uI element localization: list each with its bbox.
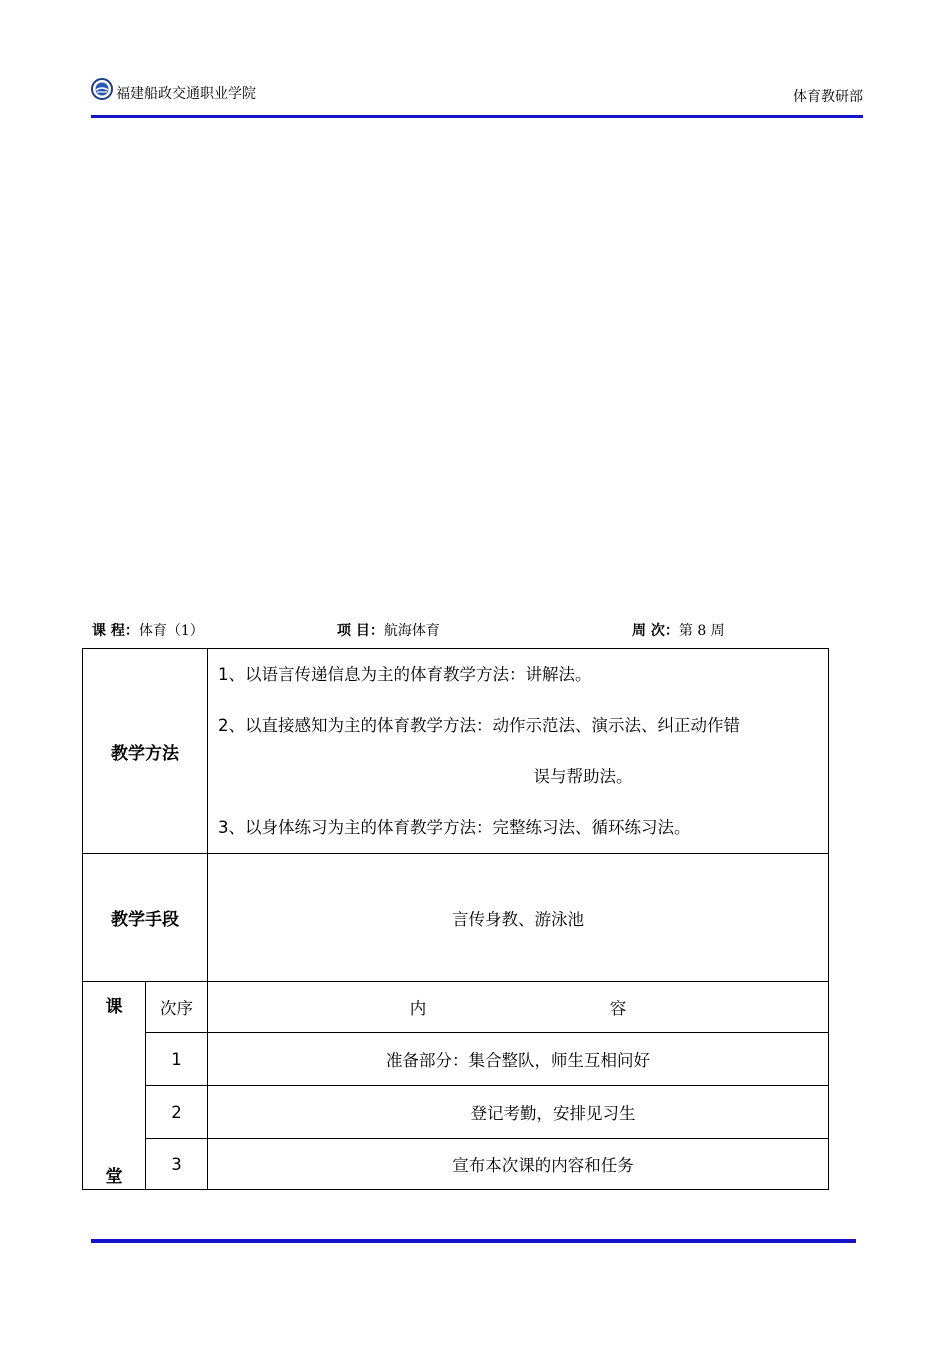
methods-label: 教学方法 [83,649,208,854]
row-number: 2 [146,1086,208,1139]
tools-row [83,854,829,982]
class-label-top: 课 [105,997,123,1017]
school-name-block [91,82,256,104]
method-line: 1、以语言传递信息为主的体育教学方法：讲解法。 [218,665,592,684]
row-content: 准备部分：集合整队，师生互相问好 [208,1033,829,1086]
row-number: 3 [146,1139,208,1190]
class-label-bottom: 堂 [105,1167,123,1187]
school-emblem-icon [91,78,113,100]
project-info [337,620,440,640]
content-header [208,982,829,1033]
footer-divider [91,1239,856,1243]
order-header: 次序 [146,982,208,1033]
school-name: 福建船政交通职业学院 [116,86,256,102]
class-label-cell [83,982,146,1190]
project-value: 航海体育 [383,623,440,639]
method-line: 3、以身体练习为主的体育教学方法：完整练习法、循环练习法。 [218,818,691,837]
row-content: 宣布本次课的内容和任务 [208,1139,829,1190]
week-label: 周 次： [632,623,679,639]
content-header-row [83,982,829,1033]
project-label: 项 目： [337,623,384,639]
course-info [92,620,204,640]
row-content: 登记考勤，安排见习生 [208,1086,829,1139]
content-header-2: 容 [609,999,627,1018]
week-value: 第 8 周 [678,623,725,639]
course-value: 体育（1） [138,623,204,639]
week-info [632,620,725,640]
table-row [83,1139,829,1190]
tools-value: 言传身教、游泳池 [208,854,829,982]
course-label: 课 程： [92,623,139,639]
table-row [83,1033,829,1086]
course-meta-line [92,620,832,642]
department-name: 体育教研部 [793,89,863,105]
methods-content [208,649,829,854]
page-header [91,72,863,116]
lesson-plan-table [82,648,829,1190]
method-line: 2、以直接感知为主的体育教学方法：动作示范法、演示法、纠正动作错 [218,716,740,735]
method-line: 误与帮助法。 [533,767,633,786]
header-divider [91,115,863,118]
content-header-1: 内 [409,999,427,1018]
tools-label: 教学手段 [83,854,208,982]
row-number: 1 [146,1033,208,1086]
methods-row [83,649,829,854]
table-row [83,1086,829,1139]
